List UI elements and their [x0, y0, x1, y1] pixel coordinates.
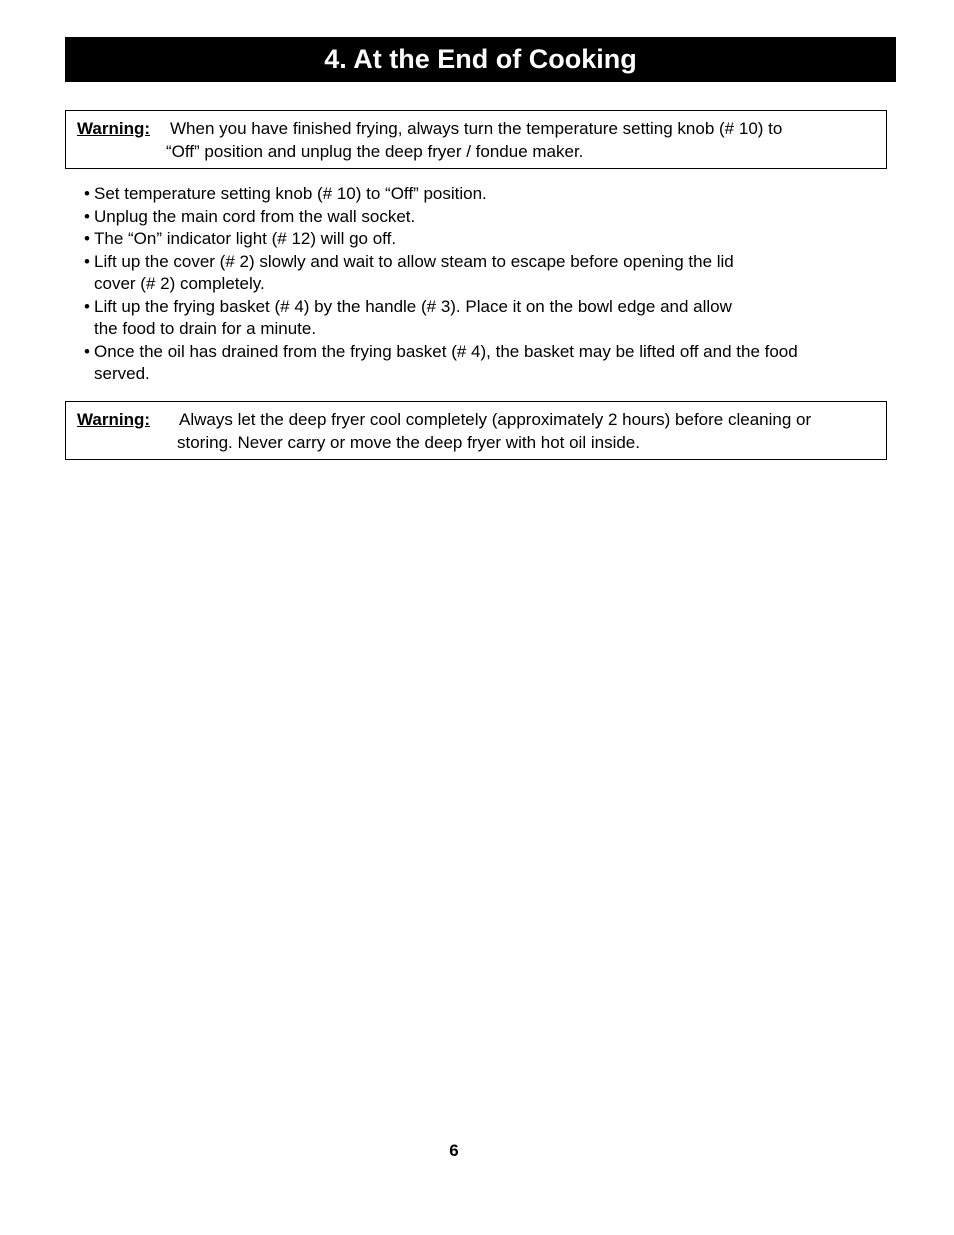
list-item-line: • Lift up the cover (# 2) slowly and wait to allow steam to escape before opening the lid	[94, 251, 734, 271]
warning-box-cool-down	[65, 401, 887, 460]
list-item-line: • Unplug the main cord from the wall socket.	[94, 206, 416, 226]
warning-line: When you have finished frying, always turn the temperature setting knob (# 10) to	[170, 119, 783, 138]
warning-text	[177, 409, 878, 454]
list-item	[84, 341, 884, 386]
warning-text	[166, 118, 878, 163]
warning-line: Always let the deep fryer cool completely (approximately 2 hours) before cleaning or	[179, 410, 812, 429]
list-item-line: • Once the oil has drained from the frying basket (# 4), the basket may be lifted off and the food	[94, 341, 798, 361]
list-item-line: • The “On” indicator light (# 12) will go off.	[94, 229, 397, 248]
warning-label: Warning:	[77, 119, 151, 138]
page-number: 6	[449, 1141, 459, 1160]
list-item	[84, 183, 884, 206]
list-item-line: the food to drain for a minute.	[94, 319, 317, 338]
list-item-line: • Lift up the frying basket (# 4) by the handle (# 3). Place it on the bowl edge and allow	[94, 296, 732, 316]
list-item	[84, 206, 884, 229]
warning-line: storing. Never carry or move the deep fryer with hot oil inside.	[177, 432, 640, 452]
warning-line: “Off” position and unplug the deep fryer / fondue maker.	[166, 141, 584, 161]
list-item	[84, 296, 884, 341]
list-item-line: • Set temperature setting knob (# 10) to “Off” position.	[94, 184, 487, 203]
list-item-line: cover (# 2) completely.	[94, 274, 265, 293]
section-title: 4. At the End of Cooking	[65, 37, 896, 82]
end-of-cooking-steps	[84, 183, 884, 386]
list-item-line: served.	[94, 364, 150, 383]
warning-box-turn-off	[65, 110, 887, 169]
list-item	[84, 251, 884, 296]
warning-label: Warning:	[77, 410, 151, 429]
list-item	[84, 228, 884, 251]
